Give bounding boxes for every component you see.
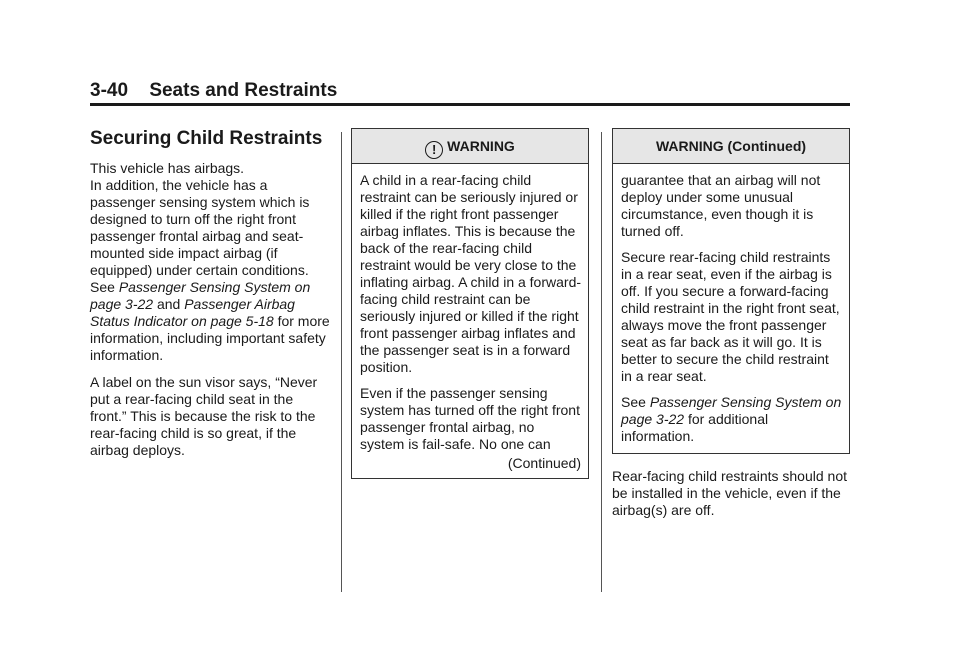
intro-and: and (153, 296, 185, 312)
warning-body (352, 164, 588, 478)
warning-continued-paragraph-2: Secure rear-facing child restraints in a rear seat, even if the airbag is off. If you secure a forward-facing child restraint in the right front seat, always move the front passenger seat as far back as it will go. It is better to secure the child restraint in a rear seat. (621, 249, 840, 384)
continued-label: (Continued) (507, 455, 581, 471)
header-rule (90, 103, 850, 106)
column-divider-1 (341, 132, 342, 592)
intro-text: In addition, the vehicle has a passenger sensing system which is designed to turn off the right front passenger frontal airbag and seat-mounted side impact airbag (if equipped) under certain conditions. See (90, 177, 310, 295)
column-2 (351, 128, 589, 479)
additional-info-text: for additional information. (621, 411, 769, 444)
warning-continued-paragraph-1: guarantee that an airbag will not deploy under some unusual circumstance, even though it is turned off. (621, 172, 821, 239)
warning-box (351, 128, 589, 479)
section-heading: Securing Child Restraints (90, 128, 323, 149)
warning-paragraph-2: Even if the passenger sensing system has turned off the right front passenger frontal airbag, no system is fail-safe. No one can (360, 385, 580, 452)
warning-header (352, 129, 588, 164)
column-divider-2 (601, 132, 602, 592)
warning-continued-paragraph-3 (621, 394, 842, 445)
section-title: Seats and Restraints (149, 80, 338, 101)
warning-continued-box (612, 128, 850, 454)
warning-paragraph-1: A child in a rear-facing child restraint can be seriously injured or killed if the right front passenger airbag inflates. This is because the back of the rear-facing child restraint would be very close to the inflating airbag. A child in a forward-facing child restraint can be seriously injured or killed if the right front passenger airbag inflates and the passenger seat is in a forward position. (360, 172, 582, 375)
column-1 (90, 128, 330, 469)
intro-line1: This vehicle has airbags. (90, 160, 245, 176)
page-number: 3-40 (90, 80, 129, 101)
link-passenger-sensing-system[interactable]: Passenger Sensing System on page 3-22 (90, 279, 311, 312)
page-header (90, 80, 337, 102)
warning-continued-header: WARNING (Continued) (613, 129, 849, 164)
intro-paragraph (90, 160, 330, 364)
warning-title: WARNING (447, 138, 515, 154)
sun-visor-paragraph: A label on the sun visor says, “Never put a rear-facing child seat in the front.” This is because the risk to the rear-facing child is so great, if the airbag deploys. (90, 374, 318, 458)
closing-paragraph: Rear-facing child restraints should not be installed in the vehicle, even if the airbag(s) are off. (612, 468, 848, 518)
warning-exclamation-icon: ! (425, 141, 443, 159)
link-passenger-sensing-system-2[interactable]: Passenger Sensing System on page 3-22 (621, 394, 842, 427)
see-text: See (621, 394, 650, 410)
intro-end: for more information, including important safety information. (90, 313, 330, 363)
link-airbag-status-indicator[interactable]: Passenger Airbag Status Indicator on page 5-18 (90, 296, 295, 329)
warning-continued-body (613, 164, 849, 453)
column-3 (612, 128, 850, 529)
